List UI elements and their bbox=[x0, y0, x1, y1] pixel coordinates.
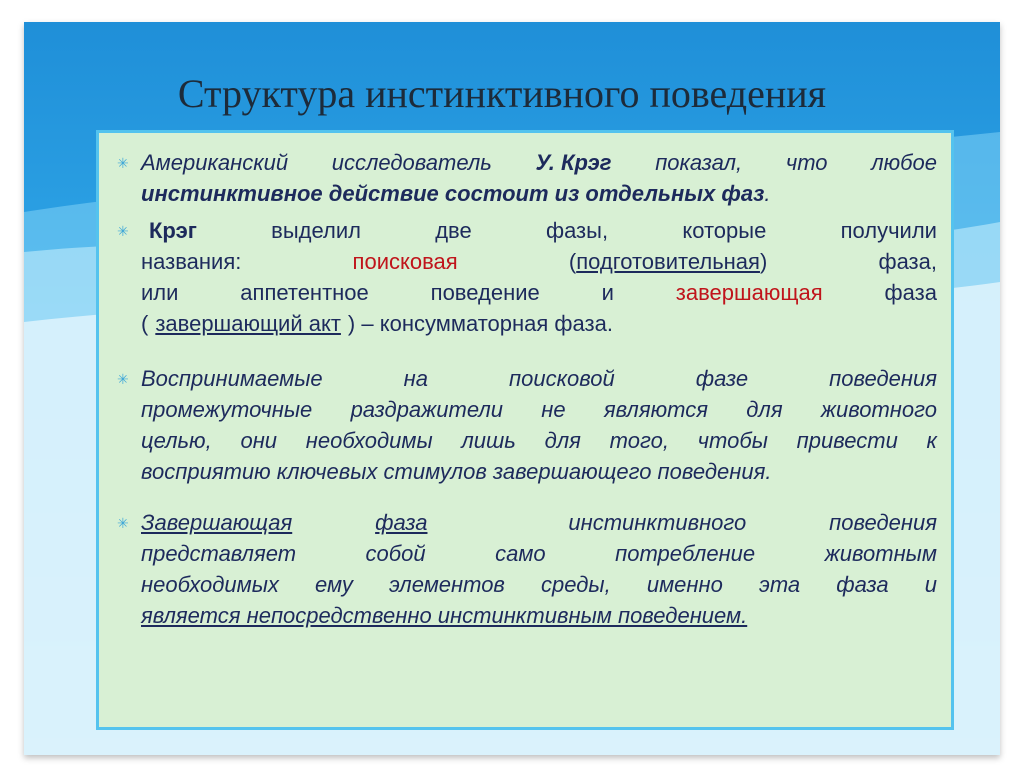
text-line bbox=[117, 147, 937, 178]
word: ) – консумматорная фаза. bbox=[347, 311, 613, 336]
word: две bbox=[435, 218, 472, 243]
text-line bbox=[117, 363, 937, 394]
word: что bbox=[785, 150, 828, 175]
text-line bbox=[117, 394, 937, 425]
text-line bbox=[117, 507, 937, 538]
word: и bbox=[601, 280, 614, 305]
word: фаза bbox=[884, 280, 937, 305]
content-box bbox=[96, 130, 954, 730]
word: ( bbox=[141, 311, 149, 336]
word: фазе bbox=[695, 366, 749, 391]
word: раздражители bbox=[350, 397, 504, 422]
word: среды, bbox=[541, 572, 611, 597]
text-line bbox=[117, 178, 937, 209]
word: фаза, bbox=[878, 249, 937, 274]
word: Крэг bbox=[149, 218, 197, 243]
word: фазы, bbox=[545, 218, 609, 243]
bullet-star-icon: ✳ bbox=[117, 515, 129, 531]
word: являются bbox=[603, 397, 708, 422]
text-line bbox=[117, 600, 937, 631]
word: любое bbox=[871, 150, 937, 175]
word: ) bbox=[759, 249, 768, 274]
final-phase-heading: Завершающая bbox=[141, 510, 293, 535]
text-line bbox=[117, 538, 937, 569]
word: животным bbox=[824, 541, 937, 566]
word: фаза bbox=[836, 572, 889, 597]
word: именно bbox=[646, 572, 723, 597]
word: поисковой bbox=[509, 366, 615, 391]
word: ( bbox=[568, 249, 577, 274]
word: представляет bbox=[141, 541, 297, 566]
slide-title: Структура инстинктивного поведения bbox=[177, 71, 827, 116]
word: и bbox=[924, 572, 937, 597]
word: инстинктивного bbox=[568, 510, 747, 535]
text-line bbox=[117, 277, 937, 308]
word: Американский bbox=[141, 150, 289, 175]
word: ему bbox=[315, 572, 353, 597]
word: необходимы bbox=[305, 428, 433, 453]
list-item bbox=[117, 215, 937, 339]
text-line bbox=[117, 569, 937, 600]
word: исследователь bbox=[331, 150, 492, 175]
word: . bbox=[764, 181, 771, 206]
word: Воспринимаемые bbox=[141, 366, 323, 391]
list-item bbox=[117, 147, 937, 209]
word: к bbox=[926, 428, 937, 453]
word: которые bbox=[682, 218, 767, 243]
text-line bbox=[117, 246, 937, 277]
word: восприятию ключевых стимулов завершающего поведения. bbox=[141, 459, 772, 484]
word: поведение bbox=[430, 280, 540, 305]
final-phase-heading: фаза bbox=[375, 510, 428, 535]
word: получили bbox=[840, 218, 937, 243]
word: само bbox=[495, 541, 546, 566]
text-line bbox=[117, 308, 937, 339]
emphasis-text: инстинктивное действие состоит из отдельных фаз bbox=[141, 181, 765, 206]
word: для bbox=[544, 428, 581, 453]
bullet-star-icon: ✳ bbox=[117, 371, 129, 387]
word: чтобы bbox=[697, 428, 768, 453]
conclusion-text: является непосредственно инстинктивным поведением. bbox=[141, 603, 748, 628]
text-line bbox=[117, 215, 937, 246]
word: животного bbox=[820, 397, 937, 422]
word: поведения bbox=[829, 366, 937, 391]
word: необходимых bbox=[141, 572, 279, 597]
word: привести bbox=[796, 428, 898, 453]
word: названия: bbox=[141, 249, 242, 274]
final-act-term: завершающий акт bbox=[155, 311, 341, 336]
word: элементов bbox=[388, 572, 505, 597]
word: того, bbox=[609, 428, 669, 453]
list-item bbox=[117, 507, 937, 631]
word: выделил bbox=[271, 218, 361, 243]
word: лишь bbox=[461, 428, 516, 453]
bullet-star-icon: ✳ bbox=[117, 155, 129, 171]
word: потребление bbox=[615, 541, 756, 566]
word: собой bbox=[365, 541, 426, 566]
word: поведения bbox=[829, 510, 937, 535]
word: для bbox=[746, 397, 783, 422]
word: эта bbox=[759, 572, 801, 597]
preparatory-term: подготовительная bbox=[576, 249, 760, 274]
word: промежуточные bbox=[141, 397, 313, 422]
word: они bbox=[240, 428, 278, 453]
final-phase-term: завершающая bbox=[675, 280, 823, 305]
word: или bbox=[141, 280, 179, 305]
word: не bbox=[541, 397, 566, 422]
search-phase-term: поисковая bbox=[352, 249, 458, 274]
author-name: У. Крэг bbox=[535, 150, 612, 175]
list-item bbox=[117, 363, 937, 487]
text-line bbox=[117, 425, 937, 456]
word: на bbox=[403, 366, 429, 391]
word: аппетентное bbox=[240, 280, 369, 305]
text-line bbox=[117, 456, 937, 487]
bullet-star-icon: ✳ bbox=[117, 223, 129, 239]
word: показал, bbox=[655, 150, 743, 175]
word: целью, bbox=[141, 428, 212, 453]
slide bbox=[24, 22, 1000, 755]
